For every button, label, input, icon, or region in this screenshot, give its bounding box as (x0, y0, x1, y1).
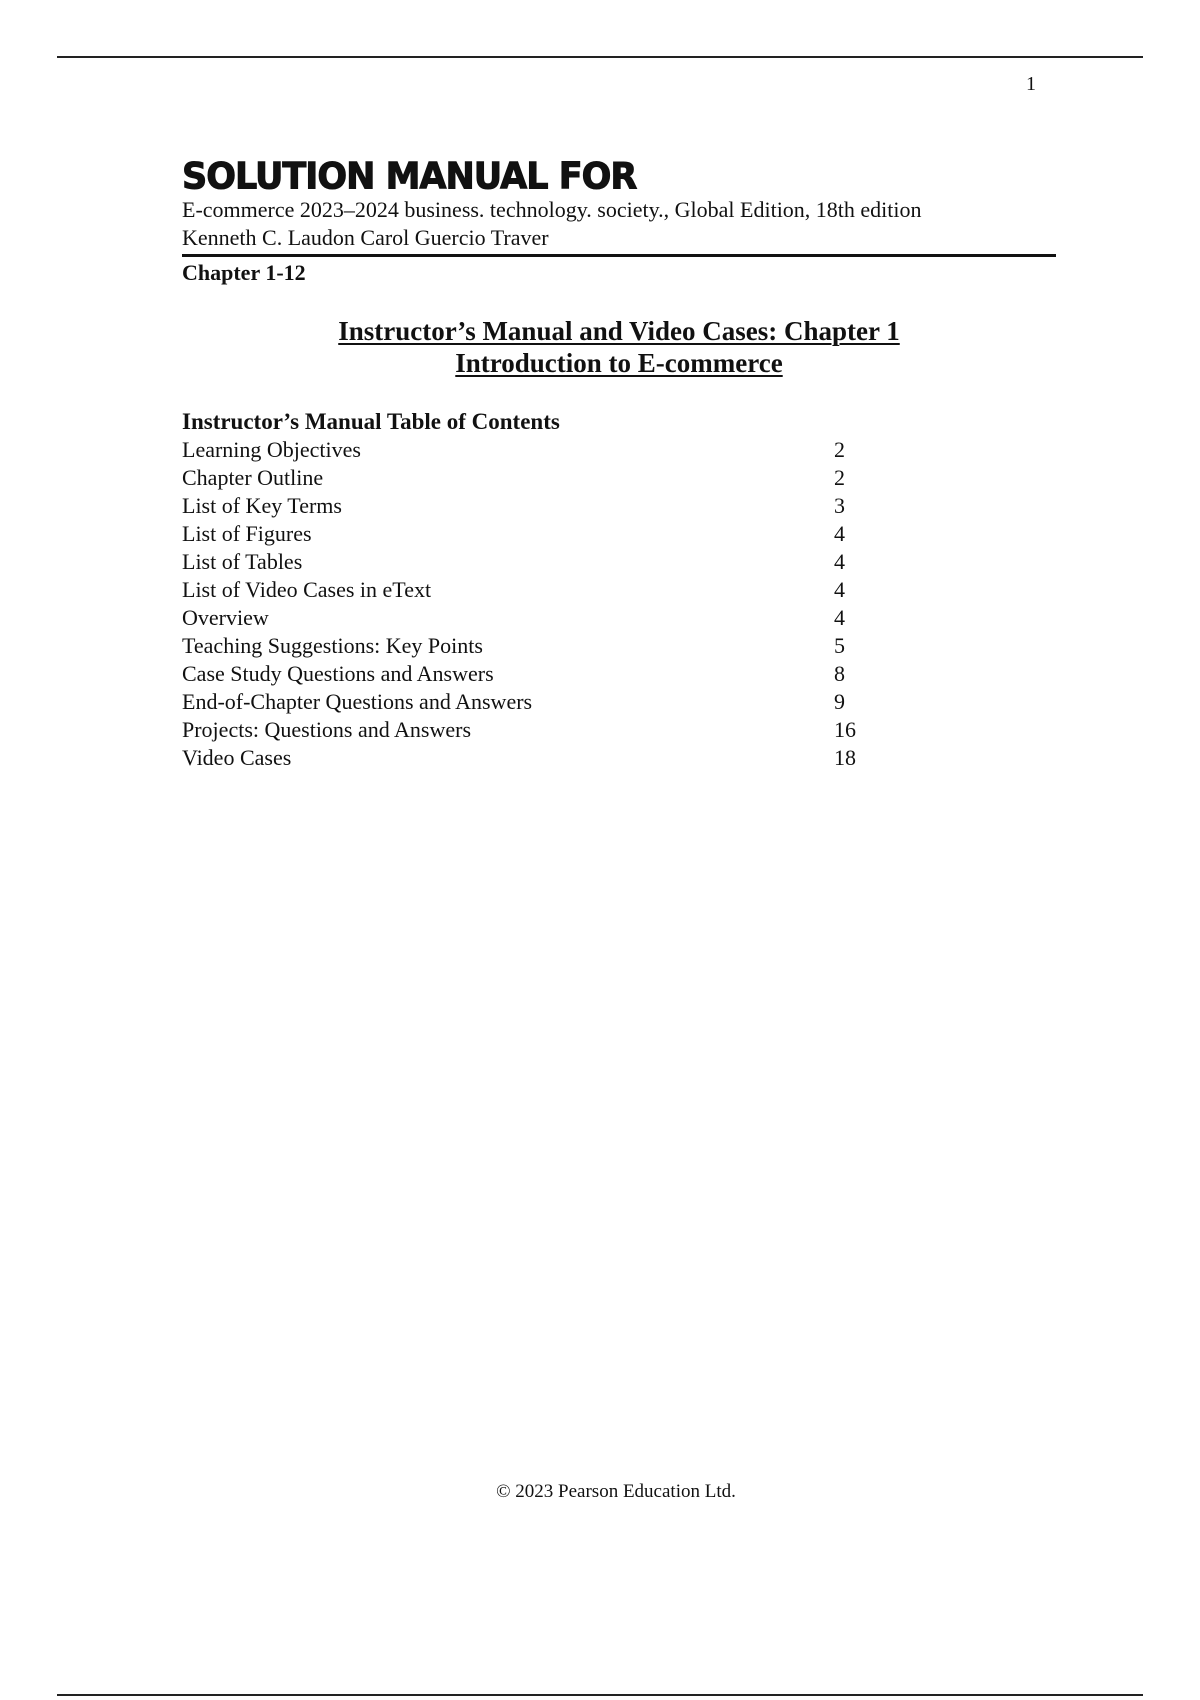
toc-entry-page: 3 (834, 493, 845, 518)
table-of-contents (182, 408, 882, 772)
toc-entry-label: List of Figures (182, 521, 312, 546)
toc-row (182, 688, 882, 716)
toc-row (182, 520, 882, 548)
chapter-heading (182, 315, 1056, 379)
toc-entry-label: Chapter Outline (182, 465, 324, 490)
toc-entry-page: 2 (834, 437, 845, 462)
toc-entry-label: Case Study Questions and Answers (182, 661, 494, 686)
toc-row (182, 744, 882, 772)
toc-row (182, 548, 882, 576)
title-divider (182, 254, 1056, 257)
toc-entry-label: List of Tables (182, 549, 303, 574)
toc-entry-page: 2 (834, 465, 845, 490)
toc-entry-label: List of Key Terms (182, 493, 342, 518)
chapter-heading-line-2: Introduction to E-commerce (455, 348, 783, 378)
toc-heading: Instructor’s Manual Table of Contents (182, 409, 560, 434)
document-title: SOLUTION MANUAL FOR (182, 156, 637, 198)
toc-entry-page: 18 (834, 745, 856, 770)
toc-entry-page: 5 (834, 633, 845, 658)
chapter-range: Chapter 1-12 (182, 260, 306, 285)
book-title: E-commerce 2023–2024 business. technology. society., Global Edition, 18th edition (182, 197, 922, 222)
title-block (182, 156, 1056, 287)
bottom-divider (57, 1694, 1143, 1696)
page-number: 1 (1026, 73, 1036, 95)
toc-entry-label: List of Video Cases in eText (182, 577, 432, 602)
toc-row (182, 576, 882, 604)
toc-entry-label: End-of-Chapter Questions and Answers (182, 689, 533, 714)
toc-entry-label: Learning Objectives (182, 437, 361, 462)
chapter-heading-line-1: Instructor’s Manual and Video Cases: Chapter 1 (338, 316, 900, 346)
toc-row (182, 492, 882, 520)
top-divider (57, 56, 1143, 58)
toc-row (182, 660, 882, 688)
toc-entry-label: Overview (182, 605, 269, 630)
toc-row (182, 604, 882, 632)
toc-entry-page: 4 (834, 549, 845, 574)
toc-row (182, 632, 882, 660)
toc-entry-label: Teaching Suggestions: Key Points (182, 633, 483, 658)
toc-entry-label: Video Cases (182, 745, 292, 770)
toc-row (182, 436, 882, 464)
copyright-footer: © 2023 Pearson Education Ltd. (496, 1481, 736, 1502)
toc-entry-page: 16 (834, 717, 856, 742)
toc-row (182, 716, 882, 744)
toc-row (182, 464, 882, 492)
toc-entry-page: 4 (834, 521, 845, 546)
toc-list (182, 436, 882, 772)
toc-entry-page: 8 (834, 661, 845, 686)
toc-entry-page: 4 (834, 577, 845, 602)
toc-entry-page: 4 (834, 605, 845, 630)
book-authors: Kenneth C. Laudon Carol Guercio Traver (182, 225, 549, 250)
toc-entry-label: Projects: Questions and Answers (182, 717, 472, 742)
toc-entry-page: 9 (834, 689, 845, 714)
